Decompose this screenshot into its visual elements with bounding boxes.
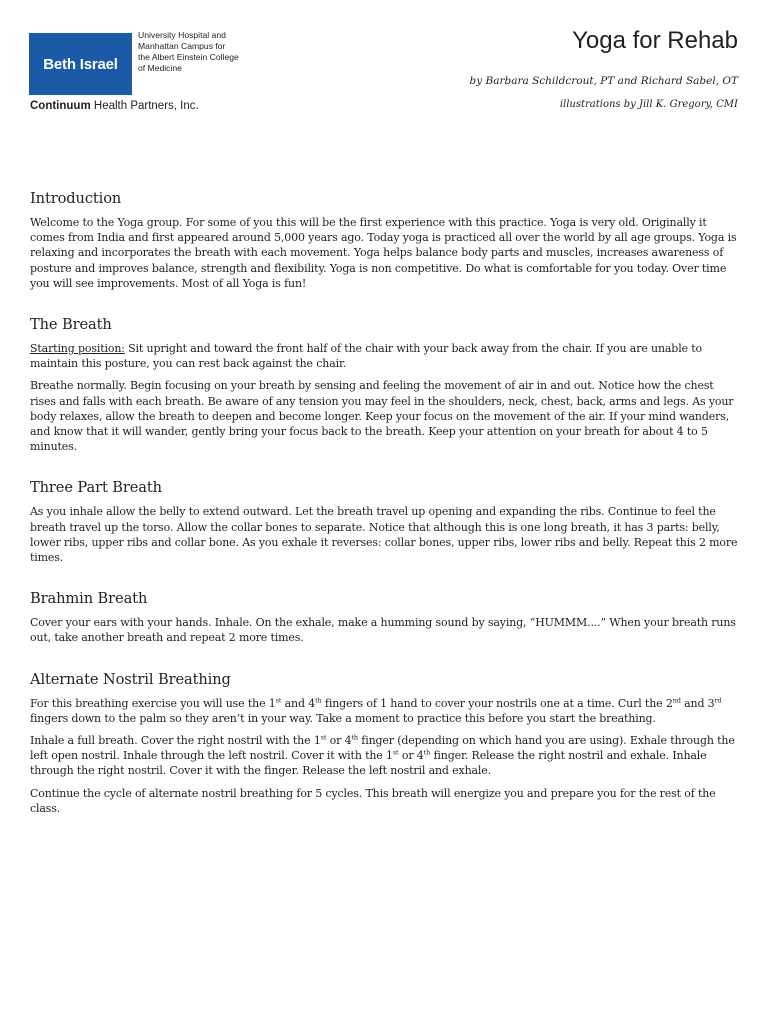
text-run: fingers down to the palm so they aren’t in your way. Take a moment to practice this before you start the breathing. (30, 711, 656, 725)
starting-position-label: Starting position: (30, 342, 125, 356)
section-brahmin-breath (30, 590, 742, 645)
superscript: rd (714, 696, 722, 704)
text-run: and 4 (281, 696, 316, 710)
section-introduction (30, 190, 742, 291)
paragraph: As you inhale allow the belly to extend outward. Let the breath travel up opening and expanding the ribs. Continue to feel the breath travel up the torso. Allow the collar bones to separate. Notice that although this is one long breath, it has 3 parts: belly, lower ribs, upper ribs and collar bone. As you exhale it reverses: collar bones, upper ribs, lower ribs and belly. Repeat this 2 more times. (30, 505, 738, 565)
superscript: th (351, 733, 358, 742)
section-alternate-nostril (30, 671, 742, 816)
paragraph (30, 733, 742, 779)
section-three-part-breath (30, 479, 742, 565)
paragraph (30, 341, 742, 371)
section-heading: Alternate Nostril Breathing (30, 670, 231, 688)
superscript: nd (672, 696, 681, 704)
affiliation-line: the Albert Einstein College (138, 52, 239, 62)
text-run: Inhale a full breath. Cover the right nostril with the 1 (30, 734, 321, 748)
text-run: fingers of 1 hand to cover your nostrils one at a time. Curl the 2 (321, 696, 673, 710)
text-run: and 3 (680, 696, 715, 710)
paragraph: Breathe normally. Begin focusing on your breath by sensing and feeling the movement of air in and out. Notice how the chest rises and falls with each breath. Be aware of any tension you may feel in the shoulders, neck, chest, back, arms and legs. As your body relaxes, allow the breath to deepen and become longer. Keep your focus on the movement of the air. If your mind wanders, and know that it will wander, gently bring your focus back to the breath. Keep your attention on your breath for about 4 to 5 minutes. (30, 379, 734, 454)
superscript: st (275, 696, 282, 704)
page-header (0, 0, 768, 130)
paragraph-text: Sit upright and toward the front half of the chair with your back away from the chair. If you are unable to maintain this posture, you can rest back against the chair. (30, 342, 703, 371)
paragraph (30, 696, 742, 726)
partner-rest: Health Partners, Inc. (90, 100, 199, 112)
text-run: For this breathing exercise you will use the 1 (30, 696, 276, 710)
logo-affiliation (138, 30, 268, 74)
superscript: st (320, 733, 327, 742)
section-the-breath (30, 316, 742, 454)
document-title: Yoga for Rehab (572, 27, 738, 54)
paragraph: Continue the cycle of alternate nostril breathing for 5 cycles. This breath will energize you and prepare you for the rest of the class. (30, 786, 716, 815)
illustrator-credit: illustrations by Jill K. Gregory, CMI (559, 99, 738, 110)
affiliation-line: Manhattan Campus for (138, 41, 226, 51)
paragraph: Cover your ears with your hands. Inhale. On the exhale, make a humming sound by saying, “HUMMM....” When your breath runs out, take another breath and repeat 2 more times. (30, 616, 736, 645)
partner-bold: Continuum (30, 100, 91, 112)
author-byline: by Barbara Schildcrout, PT and Richard Sabel, OT (469, 75, 738, 87)
section-heading: Three Part Breath (30, 479, 162, 497)
section-heading: Introduction (30, 190, 122, 207)
text-run: finger (depending on which hand you are using). Exhale through the left open nostril. Inhale through the left nostril. Cover it with the 1 (30, 734, 735, 763)
section-heading: Brahmin Breath (30, 590, 148, 608)
section-heading: The Breath (30, 316, 112, 334)
text-run: or 4 (326, 734, 352, 748)
superscript: st (392, 748, 399, 757)
beth-israel-logo: Beth Israel (29, 33, 132, 95)
document-body (30, 190, 742, 823)
superscript: th (423, 748, 431, 757)
affiliation-line: University Hospital and (138, 30, 226, 40)
text-run: finger. Release the right nostril and exhale. Inhale through the right nostril. Cover it with the finger. Release the left nostril and exhale. (30, 749, 707, 778)
superscript: th (315, 696, 322, 704)
text-run: or 4 (398, 749, 424, 763)
paragraph: Welcome to the Yoga group. For some of you this will be the first experience with this practice. Yoga is very old. Originally it comes from India and first appeared around 5,000 years ago. Today yoga is practiced all over the world by all age groups. Yoga is relaxing and incorporates the breath with each movement. Yoga helps balance body parts and muscles, increases awareness of posture and improves balance, strength and flexibility. Yoga is non competitive. Do what is comfortable for you today. Over time you will see improvements. Most of all Yoga is fun! (30, 216, 737, 290)
partner-name (30, 100, 199, 112)
affiliation-line: of Medicine (138, 63, 182, 73)
